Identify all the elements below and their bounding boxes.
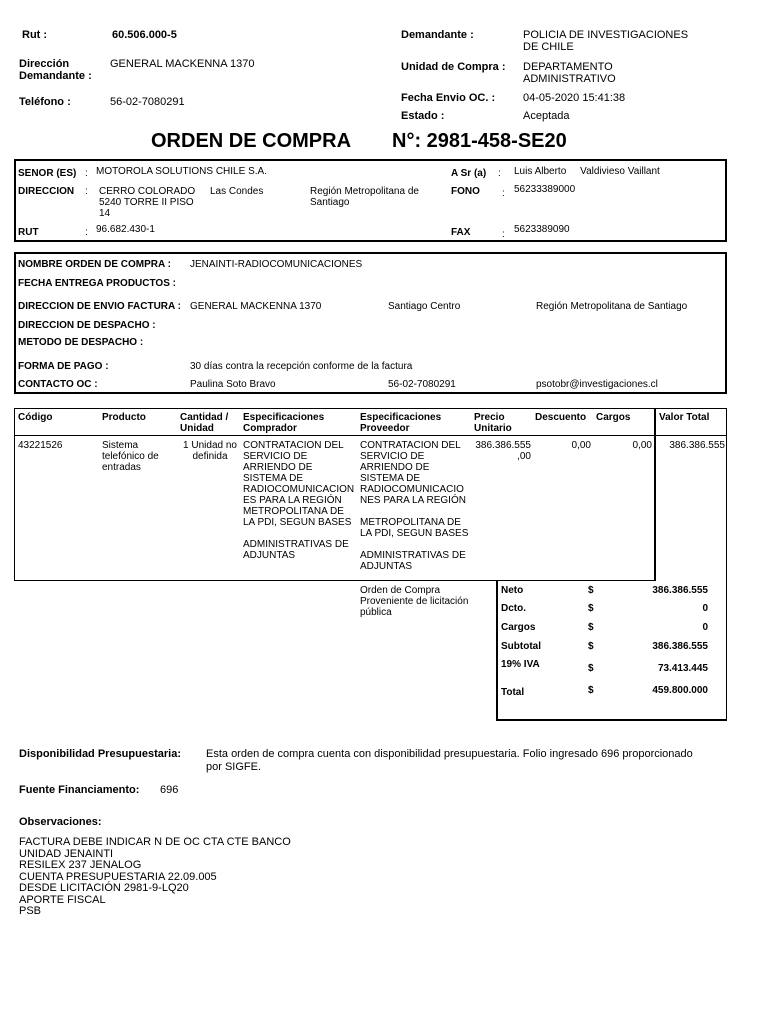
- row-codigo: 43221526: [18, 440, 63, 451]
- fecha-entrega-label: FECHA ENTREGA PRODUCTOS :: [18, 278, 176, 289]
- supplier-region: Región Metropolitana de Santiago: [310, 186, 419, 208]
- totals-left-border: [496, 580, 498, 720]
- fuente-label: Fuente Financiamento:: [19, 784, 140, 796]
- forma-pago-value: 30 días contra la recepción conforme de la factura: [190, 361, 413, 372]
- observaciones-label: Observaciones:: [19, 816, 102, 828]
- fecha-envio-label: Fecha Envio OC. :: [401, 92, 496, 104]
- direccion-value: GENERAL MACKENNA 1370: [110, 58, 255, 70]
- currency-symbol: $: [588, 603, 594, 614]
- row-cantidad: 1 Unidad no definida: [183, 440, 237, 462]
- supplier-direccion-value: CERRO COLORADO 5240 TORRE II PISO 14: [99, 186, 196, 219]
- totals-total-label: Total: [501, 687, 525, 698]
- totals-iva-label: 19% IVA: [501, 659, 540, 670]
- row-valor-total: 386.386.555: [669, 440, 725, 451]
- currency-symbol: $: [588, 585, 594, 596]
- telefono-value: 56-02-7080291: [110, 96, 185, 108]
- envio-factura-region: Región Metropolitana de Santiago: [536, 301, 688, 312]
- contacto-label: CONTACTO OC :: [18, 379, 98, 390]
- rut-label: Rut :: [22, 29, 48, 41]
- totals-cargos-value: 0: [702, 622, 708, 633]
- envio-factura-comuna: Santiago Centro: [388, 301, 461, 312]
- row-precio: 386.386.555 ,00: [475, 440, 531, 462]
- header-espec-proveedor: Especificaciones Proveedor: [360, 412, 442, 434]
- fecha-envio-value: 04-05-2020 15:41:38: [523, 92, 626, 104]
- colon: :: [502, 229, 505, 240]
- observaciones-text: FACTURA DEBE INDICAR N DE OC CTA CTE BANCO UNIDAD JENAINTI RESILEX 237 JENALOG CUENTA PRESUPUESTARIA 22.09.005 DESDE LICITACIÓN 2981-9-LQ20 APORTE FISCAL PSB: [19, 836, 291, 917]
- totals-right-border: [726, 580, 727, 720]
- table-top-border: [14, 408, 727, 409]
- supplier-direccion-label: DIRECCION: [18, 186, 75, 197]
- telefono-label: Teléfono :: [19, 96, 71, 108]
- nombre-oc-label: NOMBRE ORDEN DE COMPRA :: [18, 259, 171, 270]
- metodo-despacho-label: METODO DE DESPACHO :: [18, 337, 144, 348]
- row-cargos: 0,00: [632, 440, 652, 451]
- fax-value: 5623389090: [514, 224, 570, 235]
- fono-label: FONO: [451, 186, 480, 197]
- page-title: ORDEN DE COMPRA: [151, 130, 352, 152]
- row-descuento: 0,00: [571, 440, 591, 451]
- colon: :: [85, 227, 88, 238]
- contacto-email[interactable]: psotobr@investigaciones.cl: [536, 379, 658, 390]
- senor-value: MOTOROLA SOLUTIONS CHILE S.A.: [96, 166, 267, 177]
- header-cantidad: Cantidad / Unidad: [180, 412, 229, 434]
- currency-symbol: $: [588, 622, 594, 633]
- contacto-name: Paulina Soto Bravo: [190, 379, 276, 390]
- currency-symbol: $: [588, 641, 594, 652]
- table-right-border: [726, 408, 727, 581]
- row-producto: Sistema telefónico de entradas: [102, 440, 159, 473]
- despacho-label: DIRECCION DE DESPACHO :: [18, 320, 156, 331]
- rut-value: 60.506.000-5: [112, 29, 177, 41]
- colon: :: [502, 188, 505, 199]
- table-left-border: [14, 408, 15, 581]
- envio-factura-label: DIRECCION DE ENVIO FACTURA :: [18, 301, 181, 312]
- header-codigo: Código: [18, 412, 53, 423]
- asr-value: Luis Alberto Valdivieso Vaillant: [514, 166, 660, 177]
- supplier-rut-value: 96.682.430-1: [96, 224, 155, 235]
- disponibilidad-label: Disponibilidad Presupuestaria:: [19, 748, 181, 760]
- fono-value: 56233389000: [514, 184, 576, 195]
- totals-dcto-label: Dcto.: [501, 603, 526, 614]
- estado-label: Estado :: [401, 110, 445, 122]
- forma-pago-label: FORMA DE PAGO :: [18, 361, 109, 372]
- order-number: N°: 2981-458-SE20: [392, 130, 567, 152]
- disponibilidad-value: Esta orden de compra cuenta con disponibilidad presupuestaria. Folio ingresado 696 proporcionado por SIGFE.: [206, 748, 693, 773]
- totals-neto-label: Neto: [501, 585, 524, 596]
- asr-label: A Sr (a): [451, 168, 487, 179]
- totals-subtotal-label: Subtotal: [501, 641, 541, 652]
- licitacion-note: Orden de Compra Proveniente de licitación pública: [360, 585, 469, 618]
- fuente-value: 696: [160, 784, 179, 796]
- header-producto: Producto: [102, 412, 146, 423]
- totals-total-value: 459.800.000: [652, 685, 708, 696]
- row-espec-proveedor: CONTRATACION DEL SERVICIO DE ARRIENDO DE SISTEMA DE RADIOCOMUNICACIO NES PARA LA REGIÓN METROPOLITANA DE LA PDI, SEGUN BASES ADMINISTRATIVAS DE ADJUNTAS: [360, 440, 469, 572]
- totals-subtotal-value: 386.386.555: [652, 641, 708, 652]
- totals-bottom-border: [496, 719, 727, 721]
- demandante-label: Demandante :: [401, 29, 474, 41]
- envio-factura-value: GENERAL MACKENNA 1370: [190, 301, 322, 312]
- table-bottom-border: [14, 580, 655, 581]
- colon: :: [85, 168, 88, 179]
- header-valor-total: Valor Total: [659, 412, 710, 423]
- nombre-oc-value: JENAINTI-RADIOCOMUNICACIONES: [190, 259, 363, 270]
- senor-label: SENOR (ES): [18, 168, 77, 179]
- table-header-border: [14, 435, 727, 436]
- colon: :: [498, 168, 501, 179]
- totals-cargos-label: Cargos: [501, 622, 536, 633]
- row-espec-comprador: CONTRATACION DEL SERVICIO DE ARRIENDO DE SISTEMA DE RADIOCOMUNICACION ES PARA LA REGIÓN METROPOLITANA DE LA PDI, SEGUN BASES ADMINISTRATIVAS DE ADJUNTAS: [243, 440, 355, 561]
- currency-symbol: $: [588, 685, 594, 696]
- totals-dcto-value: 0: [702, 603, 708, 614]
- demandante-value: POLICIA DE INVESTIGACIONES DE CHILE: [523, 29, 689, 53]
- supplier-rut-label: RUT: [18, 227, 39, 238]
- header-precio: Precio Unitario: [474, 412, 512, 434]
- estado-value: Aceptada: [523, 110, 570, 122]
- unidad-label: Unidad de Compra :: [401, 61, 506, 73]
- header-descuento: Descuento: [535, 412, 587, 423]
- totals-iva-value: 73.413.445: [657, 663, 708, 674]
- colon: :: [85, 186, 88, 197]
- header-espec-comprador: Especificaciones Comprador: [243, 412, 325, 434]
- fax-label: FAX: [451, 227, 471, 238]
- totals-neto-value: 386.386.555: [652, 585, 708, 596]
- currency-symbol: $: [588, 663, 594, 674]
- direccion-label: Dirección Demandante :: [19, 58, 92, 82]
- header-cargos: Cargos: [596, 412, 631, 423]
- contacto-phone: 56-02-7080291: [388, 379, 456, 390]
- supplier-comuna: Las Condes: [210, 186, 264, 197]
- valor-total-left-border: [654, 408, 656, 581]
- unidad-value: DEPARTAMENTO ADMINISTRATIVO: [523, 61, 616, 85]
